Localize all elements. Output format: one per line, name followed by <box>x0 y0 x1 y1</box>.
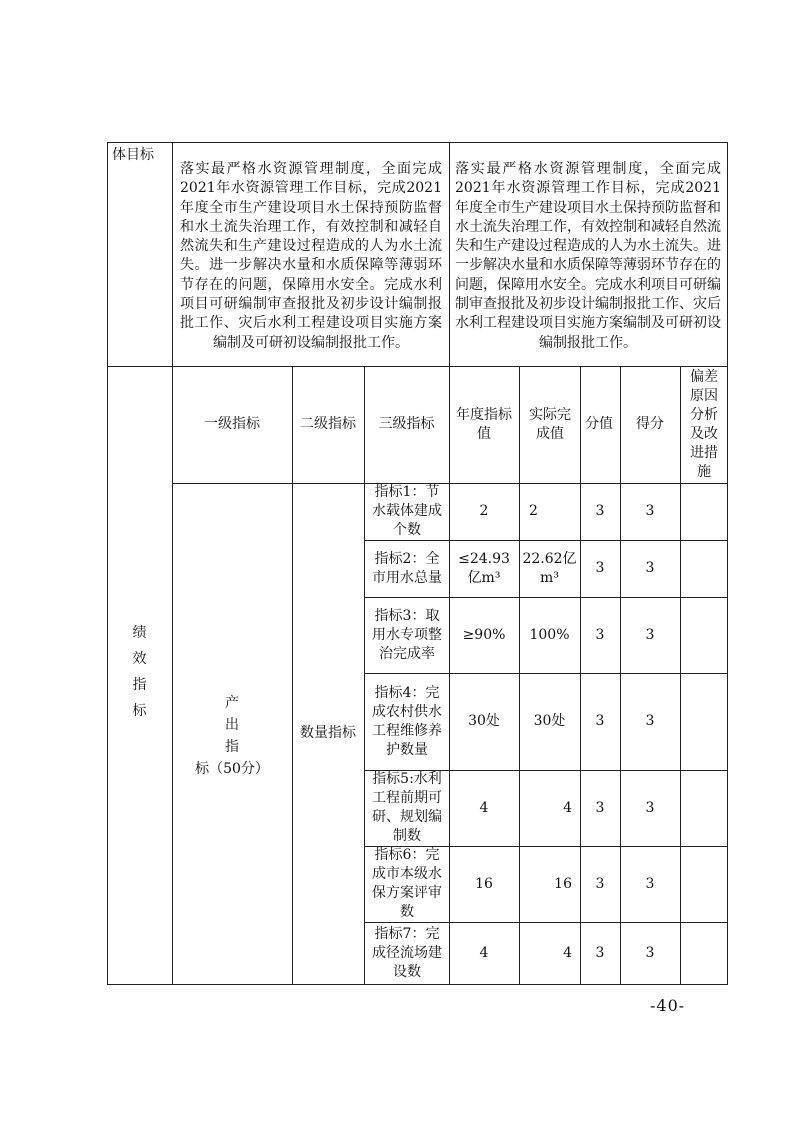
header-score-value: 分值 <box>585 416 613 432</box>
performance-indicators-label <box>107 620 172 724</box>
header-score: 得分 <box>636 416 664 432</box>
planned-goal-text: 落实最严格水资源管理制度，全面完成2021年水资源管理工作目标，完成2021年度全市生产建设项目水土保持预防监督和水土流失治理工作，有效控制和减轻自然流失和生产建设过程造成的人为水土流失。进一步解决水量和水质保障等薄弱环节存在的问题，保障用水安全。完成水利项目可研编制审查报批及初步设计编制报批工作、灾后水利工程建设项目实施方案编制及可研初设编制报批工作。 <box>180 161 442 351</box>
row-6-indicator: 指标6：完成市本级水保方案评审数 <box>372 847 442 920</box>
actual-goal-text: 落实最严格水资源管理制度，全面完成2021年水资源管理工作目标，完成2021年度全市生产建设项目水土保持预防监督和水土流失治理工作，有效控制和减轻自然流失和生产建设过程造成的人为水土流失。进一步解决水量和水质保障等薄弱环节存在的问题，保障用水安全。完成水利项目可研编制审查报批及初步设计编制报批工作、灾后水利工程建设项目实施方案编制及可研初设编制报批工作。 <box>455 161 721 351</box>
row-3-points: 3 <box>595 626 605 643</box>
page-number: -40- <box>650 996 686 1015</box>
row-4-indicator: 指标4：完成农村供水工程维修养护数量 <box>372 684 442 758</box>
row-2-points: 3 <box>595 560 605 576</box>
row-5-actual: 4 <box>563 799 572 816</box>
header-actual-value: 实际完成值 <box>529 406 571 442</box>
row-3-target: ≥90% <box>462 626 506 643</box>
row-4-actual: 30处 <box>533 713 566 729</box>
row-5-target: 4 <box>479 799 489 816</box>
row-6-points: 3 <box>595 875 605 892</box>
row-1-score: 3 <box>645 503 655 519</box>
header-level2: 二级指标 <box>300 416 356 432</box>
level1-line: 指 <box>225 739 239 755</box>
side-label-char: 效 <box>132 651 147 667</box>
level2-quantity-indicator: 数量指标 <box>300 725 356 741</box>
row-5-points: 3 <box>595 799 605 816</box>
row-4-score: 3 <box>645 713 655 729</box>
row-3-score: 3 <box>645 626 655 643</box>
row-1-indicator: 指标1：节水载体建成个数 <box>372 484 442 538</box>
row-7-indicator: 指标7：完成径流场建设数 <box>372 925 442 980</box>
row-6-score: 3 <box>645 875 655 892</box>
row-2-actual: 22.62亿m³ <box>522 550 577 586</box>
row-2-score: 3 <box>645 560 655 576</box>
row-7-points: 3 <box>595 944 605 961</box>
header-level3: 三级指标 <box>378 416 435 432</box>
level1-line: 标（50分） <box>195 761 269 777</box>
row-1-points: 3 <box>595 503 605 519</box>
header-level1: 一级指标 <box>204 416 260 432</box>
row-3-indicator: 指标3：取用水专项整治完成率 <box>372 607 442 662</box>
side-label-char: 绩 <box>132 625 147 641</box>
level1-line: 出 <box>225 717 239 733</box>
row-7-score: 3 <box>645 944 655 961</box>
header-deviation: 偏差原因分析及改进措施 <box>690 368 718 480</box>
row-2-indicator: 指标2：全市用水总量 <box>372 550 442 586</box>
row-3-actual: 100% <box>529 626 570 643</box>
header-annual-target: 年度指标值 <box>456 406 512 442</box>
row-6-actual: 16 <box>554 875 572 892</box>
row-6-target: 16 <box>475 875 493 892</box>
row-2-target: ≤24.93亿m³ <box>458 550 510 586</box>
row-5-score: 3 <box>645 799 655 816</box>
side-label-char: 指 <box>132 677 147 693</box>
row-1-target: 2 <box>479 503 489 519</box>
row-4-points: 3 <box>595 713 605 729</box>
row-5-indicator: 指标5:水利工程前期可研、规划编制数 <box>372 771 442 844</box>
goal-row-label: 体目标 <box>112 147 154 163</box>
level1-output-indicator <box>172 692 292 780</box>
side-label-char: 标 <box>132 703 147 719</box>
row-7-actual: 4 <box>563 944 572 961</box>
row-4-target: 30处 <box>468 713 500 729</box>
level1-line: 产 <box>225 695 239 711</box>
row-1-actual: 2 <box>529 503 538 519</box>
row-7-target: 4 <box>479 944 489 961</box>
